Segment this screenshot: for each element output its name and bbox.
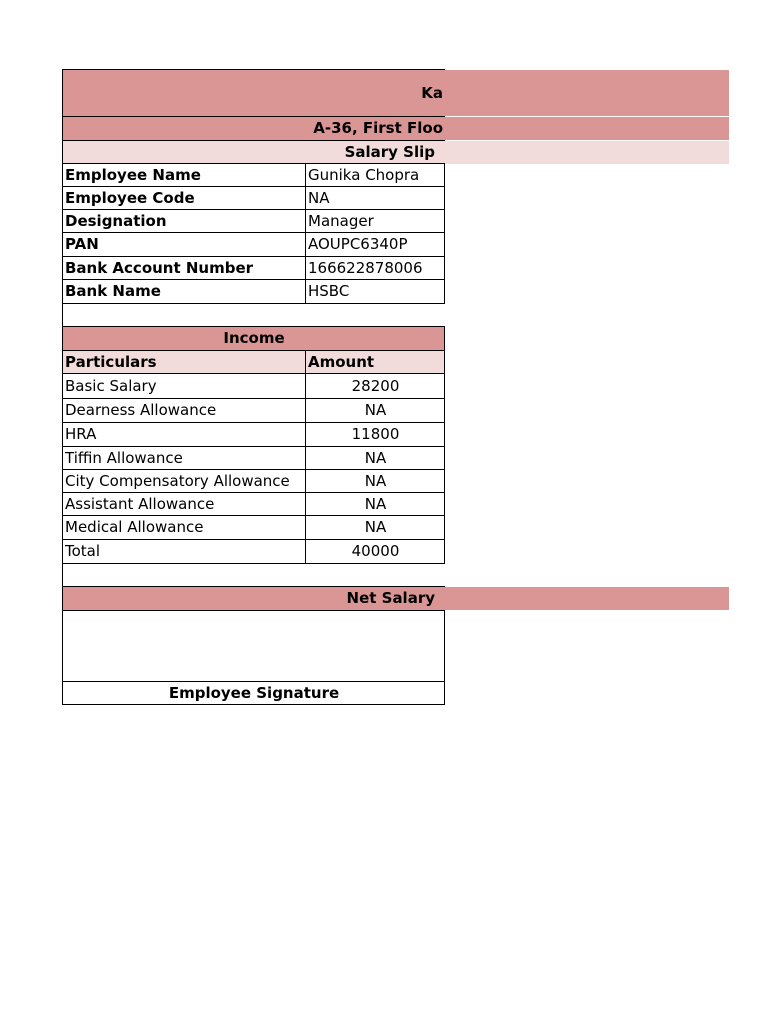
net-salary-title: Net Salary [346,589,435,607]
income-row-label: HRA [65,425,97,443]
employee-name-label: Employee Name [65,166,201,184]
income-row-value: NA [364,472,387,490]
designation-value: Manager [308,212,374,230]
bank-account-label: Bank Account Number [65,259,254,277]
income-row-value: NA [364,495,387,513]
income-row-value: NA [364,401,387,419]
income-total-label: Total [65,542,101,560]
designation-label: Designation [65,212,167,230]
employee-name-value: Gunika Chopra [308,166,420,184]
amount-header: Amount [306,351,445,374]
company-name: Ka [421,83,443,102]
slip-title: Salary Slip [344,143,435,161]
income-title: Income [63,327,445,350]
signature-space [63,611,445,681]
bank-account-value: 166622878006 [308,259,423,277]
employee-signature-label: Employee Signature [168,684,340,702]
income-row-value: NA [364,518,387,536]
employee-code-value: NA [308,189,330,207]
employee-code-label: Employee Code [65,189,195,207]
pan-label: PAN [65,235,99,253]
income-row-label: Tiffin Allowance [65,449,183,467]
bank-name-label: Bank Name [65,282,161,300]
income-row-label: Basic Salary [65,376,157,395]
pan-value: AOUPC6340P [308,235,408,253]
income-row-label: Medical Allowance [65,518,204,536]
company-address: A-36, First Floo [313,119,443,137]
bank-name-value: HSBC [308,282,350,300]
income-row-value: 11800 [351,425,400,443]
income-row-label: Assistant Allowance [65,495,215,513]
income-row-label: City Compensatory Allowance [65,472,290,490]
income-row-value: NA [364,449,387,467]
income-total-value: 40000 [351,542,400,560]
particulars-header: Particulars [63,351,305,374]
income-row-value: 28200 [351,376,400,395]
income-row-label: Dearness Allowance [65,401,217,419]
